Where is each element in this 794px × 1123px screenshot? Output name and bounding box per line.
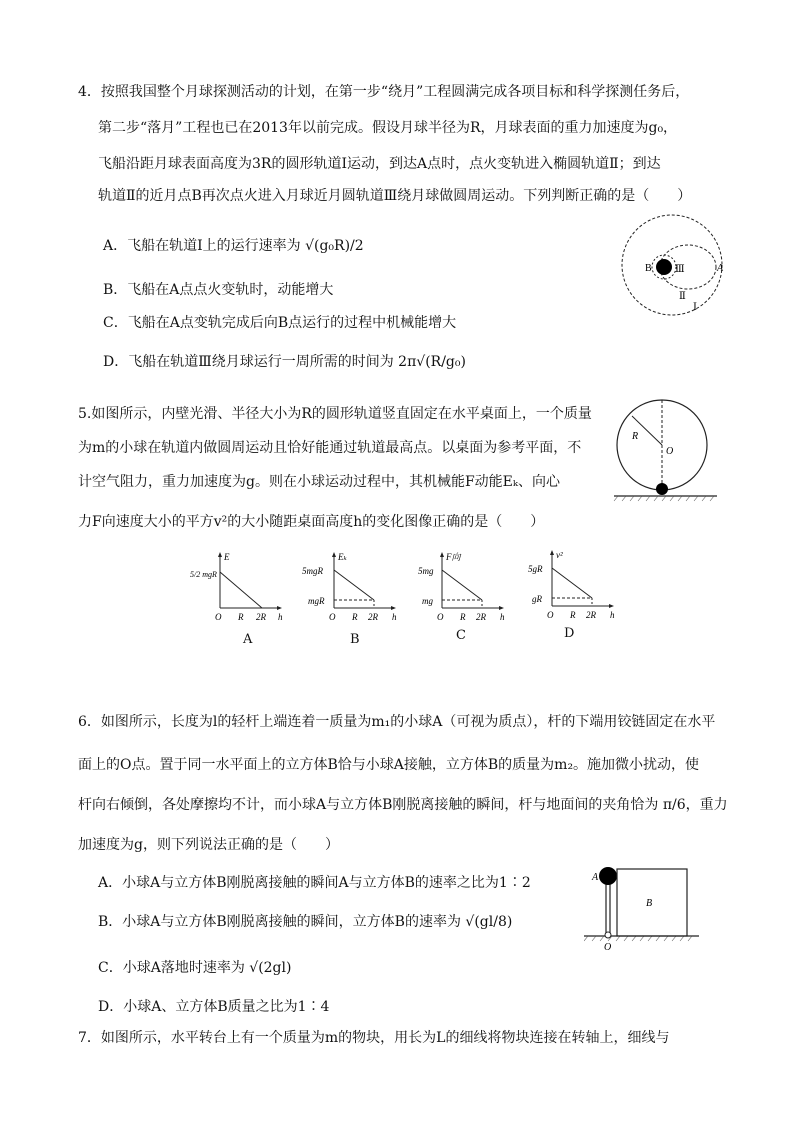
q4-line-1: 4．按照我国整个月球探测活动的计划，在第一步“绕月”工程圆满完成各项目标和科学探测任务后，: [78, 84, 690, 100]
svg-text:h: h: [278, 612, 283, 622]
label-r: R: [632, 431, 639, 442]
svg-text:v²: v²: [556, 550, 563, 560]
svg-text:2R: 2R: [476, 612, 486, 622]
q7-line-1: 7．如图所示，水平转台上有一个质量为m的物块，用长为L的细线将物块连接在转轴上，细线与: [78, 1030, 670, 1046]
q4-line-4: 轨道Ⅱ的近月点B再次点火进入月球近月圆轨道Ⅲ绕月球做圆周运动。下列判断正确的是（ ）: [98, 188, 692, 204]
hinge-o: [605, 932, 611, 938]
svg-text:mg: mg: [422, 596, 433, 606]
svg-text:5mgR: 5mgR: [302, 566, 323, 576]
q6-line-1: 6．如图所示，长度为l的轻杆上端连着一质量为m₁的小球A（可视为质点），杆的下端用铰链固定在水平: [78, 714, 716, 730]
ball-a: [599, 867, 617, 885]
q4-line-2: 第二步“落月”工程也已在2013年以前完成。假设月球半径为R，月球表面的重力加速度为g₀，: [98, 120, 678, 136]
q4-orbit-figure: [612, 210, 736, 320]
svg-text:F向: F向: [446, 552, 461, 562]
graph-c: [412, 550, 512, 630]
q6-option-a: A．小球A与立方体B刚脱离接触的瞬间A与立方体B的速率之比为1∶2: [98, 875, 531, 891]
label-o: O: [666, 446, 674, 457]
svg-text:O: O: [329, 612, 336, 622]
ball: [656, 483, 668, 495]
q4-line-3: 飞船沿距月球表面高度为3R的圆形轨道Ⅰ运动，到达A点时，点火变轨进入椭圆轨道Ⅱ；到达: [98, 156, 661, 172]
q6-line-2: 面上的O点。置于同一水平面上的立方体B恰与小球A接触，立方体B的质量为m₂。施加微小扰动，使: [78, 757, 700, 773]
svg-text:O: O: [215, 612, 222, 622]
svg-text:2R: 2R: [256, 612, 266, 622]
orbit-i: [622, 215, 722, 315]
svg-text:R: R: [570, 610, 576, 620]
svg-text:5/2 mgR: 5/2 mgR: [190, 570, 217, 579]
svg-text:R: R: [238, 612, 244, 622]
graph-b-letter: B: [350, 632, 360, 647]
graph-d-letter: D: [564, 626, 575, 641]
svg-text:h: h: [610, 610, 615, 620]
svg-text:O: O: [547, 610, 554, 620]
label-b: B: [645, 263, 652, 274]
svg-text:B: B: [646, 898, 653, 909]
svg-text:A: A: [592, 872, 599, 883]
label-a: A: [717, 263, 724, 274]
svg-text:O: O: [437, 612, 444, 622]
graph-a: [190, 550, 290, 630]
graph-a-letter: A: [243, 632, 253, 647]
svg-text:O: O: [604, 942, 612, 952]
svg-text:R: R: [352, 612, 358, 622]
q6-line-4: 加速度为g，则下列说法正确的是（ ）: [78, 837, 339, 853]
q6-option-b: B．小球A与立方体B刚脱离接触的瞬间，立方体B的速率为 √(gl/8): [98, 914, 513, 930]
moon: [656, 259, 672, 275]
q6-option-d: D．小球A、立方体B质量之比为1∶4: [98, 999, 330, 1015]
svg-text:Eₖ: Eₖ: [338, 552, 347, 562]
q5-track-figure: [612, 392, 732, 504]
q6-line-3: 杆向右倾倒，各处摩擦均不计，而小球A与立方体B刚脱离接触的瞬间，杆与地面间的夹角恰为 π/6，重力: [78, 797, 728, 813]
svg-text:5mg: 5mg: [418, 566, 434, 576]
label-i: Ⅰ: [693, 302, 697, 313]
q6-option-c: C．小球A落地时速率为 √(2gl): [98, 960, 292, 976]
svg-text:R: R: [460, 612, 466, 622]
svg-text:2R: 2R: [368, 612, 378, 622]
graph-d: [522, 548, 622, 628]
q5-line-4: 力F向速度大小的平方v²的大小随距桌面高度h的变化图像正确的是（ ）: [78, 514, 545, 530]
q4-option-d: D．飞船在轨道Ⅲ绕月球运行一周所需的时间为 2π√(R/g₀): [103, 354, 466, 370]
q4-option-c: C．飞船在A点变轨完成后向B点运行的过程中机械能增大: [103, 315, 457, 331]
svg-text:gR: gR: [532, 594, 542, 604]
svg-text:h: h: [500, 612, 505, 622]
q4-option-b: B．飞船在A点点火变轨时，动能增大: [103, 282, 334, 298]
label-iii: Ⅲ: [675, 264, 685, 275]
svg-text:mgR: mgR: [308, 596, 325, 606]
svg-text:2R: 2R: [586, 610, 596, 620]
svg-text:5gR: 5gR: [528, 564, 543, 574]
q5-line-2: 为m的小球在轨道内做圆周运动且恰好能通过轨道最高点。以桌面为参考平面，不: [78, 440, 582, 456]
graph-c-letter: C: [456, 628, 466, 643]
svg-text:E: E: [224, 552, 230, 562]
graph-b: [300, 550, 400, 630]
q4-option-a: A．飞船在轨道Ⅰ上的运行速率为 √(g₀R)/2: [103, 238, 364, 254]
svg-text:h: h: [392, 612, 397, 622]
q6-rod-block-figure: [584, 862, 704, 952]
q5-line-3: 计空气阻力，重力加速度为g。则在小球运动过程中，其机械能F动能Eₖ、向心: [78, 474, 560, 490]
label-ii: Ⅱ: [679, 291, 686, 302]
q5-line-1: 5.如图所示，内壁光滑、半径大小为R的圆形轨道竖直固定在水平桌面上，一个质量: [78, 406, 592, 422]
